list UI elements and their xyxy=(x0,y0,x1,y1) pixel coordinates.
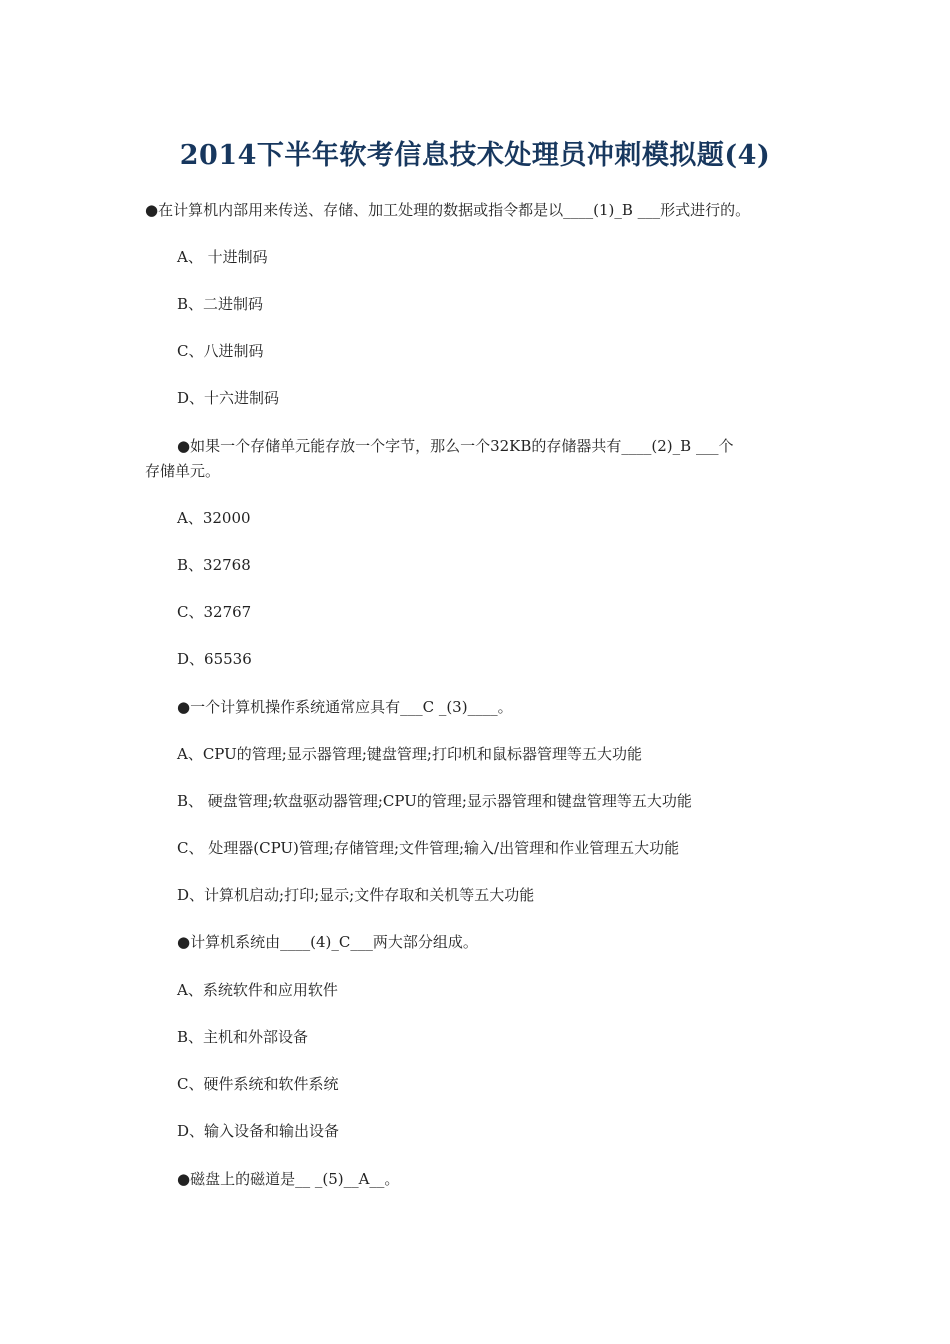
question-2-option-d: D、65536 xyxy=(177,650,252,668)
question-2-stem-line1: ●如果一个存储单元能存放一个字节，那么一个32KB的存储器共有____(2)_B ___个 xyxy=(177,437,734,455)
question-4-option-b: B、主机和外部设备 xyxy=(177,1028,309,1046)
question-2-option-b: B、32768 xyxy=(177,556,251,574)
question-5-stem: ●磁盘上的磁道是__ _(5)__A__。 xyxy=(177,1170,400,1188)
question-3-option-b: B、 硬盘管理;软盘驱动器管理;CPU的管理;显示器管理和键盘管理等五大功能 xyxy=(177,792,692,810)
question-4-option-d: D、输入设备和输出设备 xyxy=(177,1122,340,1140)
question-2-option-c: C、32767 xyxy=(177,603,252,621)
question-4-option-a: A、系统软件和应用软件 xyxy=(177,981,338,999)
question-3-option-c: C、 处理器(CPU)管理;存储管理;文件管理;输入/出管理和作业管理五大功能 xyxy=(177,839,680,857)
question-1-option-a: A、 十进制码 xyxy=(177,248,268,266)
question-1-option-c: C、八进制码 xyxy=(177,342,264,360)
question-3-stem: ●一个计算机操作系统通常应具有___C _(3)____。 xyxy=(177,698,513,716)
question-3-option-d: D、计算机启动;打印;显示;文件存取和关机等五大功能 xyxy=(177,886,535,904)
question-4-option-c: C、硬件系统和软件系统 xyxy=(177,1075,339,1093)
question-1-option-d: D、十六进制码 xyxy=(177,389,280,407)
question-2-stem-line2: 存储单元。 xyxy=(145,462,221,480)
question-1-option-b: B、二进制码 xyxy=(177,295,264,313)
question-3-option-a: A、CPU的管理;显示器管理;键盘管理;打印机和鼠标器管理等五大功能 xyxy=(177,745,642,763)
question-2-option-a: A、32000 xyxy=(177,509,251,527)
question-1-stem: ●在计算机内部用来传送、存储、加工处理的数据或指令都是以____(1)_B ___形式进行的。 xyxy=(145,201,751,219)
page-title: 2014下半年软考信息技术处理员冲刺模拟题(4) xyxy=(179,140,771,171)
question-4-stem: ●计算机系统由____(4)_C___两大部分组成。 xyxy=(177,933,478,951)
